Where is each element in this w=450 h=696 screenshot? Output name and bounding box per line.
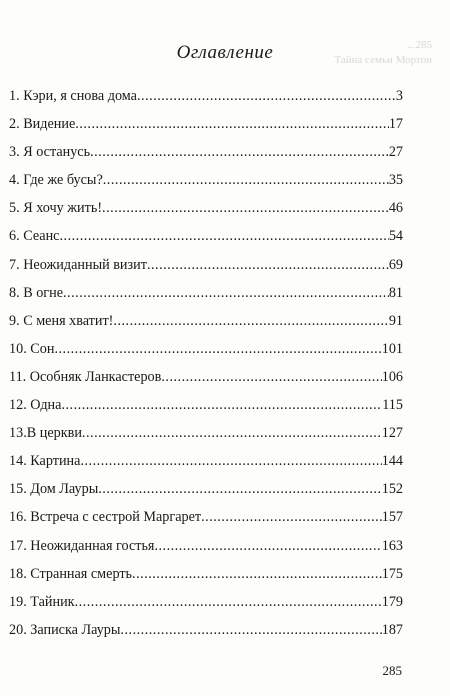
toc-entry-title: 6. Сеанс	[9, 228, 60, 245]
toc-entry	[9, 397, 403, 425]
toc-entry-page: 127	[381, 425, 403, 442]
page-number: 285	[382, 663, 402, 678]
toc-entry-page: 101	[381, 340, 403, 357]
toc-entry-title: 4. Где же бусы?	[9, 172, 103, 189]
toc-leader-dots	[61, 397, 382, 414]
toc-leader-dots	[201, 509, 382, 526]
toc-entry-page: 175	[381, 565, 403, 582]
toc-entry	[9, 425, 403, 453]
toc-entry	[9, 594, 403, 622]
toc-entry-title: 13.В церкви	[9, 425, 82, 442]
toc-entry-page: 27	[388, 144, 403, 161]
toc-entry-title: 15. Дом Лауры	[9, 481, 99, 498]
toc-entry-title: 3. Я останусь	[9, 144, 91, 161]
toc-entry	[9, 538, 403, 566]
toc-entry-page: 144	[381, 453, 403, 470]
toc-entry-page: 179	[381, 593, 403, 610]
toc-entry-title: 7. Неожиданный визит	[9, 256, 147, 273]
toc-entry-page: 106	[381, 368, 403, 385]
toc-entry-title: 16. Встреча с сестрой Маргарет	[9, 509, 202, 526]
toc-entry-page: 187	[381, 621, 403, 638]
toc-entry-page: 91	[388, 312, 403, 329]
toc-entry-title: 18. Странная смерть	[9, 565, 133, 582]
toc-entry	[9, 285, 403, 313]
toc-entry-title: 5. Я хочу жить!	[9, 200, 103, 217]
toc-entry	[9, 200, 403, 228]
toc-leader-dots	[102, 200, 389, 217]
toc-entry	[9, 144, 403, 172]
toc-entry-page: 69	[388, 256, 403, 273]
toc-leader-dots	[98, 481, 381, 498]
toc-leader-dots	[59, 228, 388, 245]
toc-entry-title: 14. Картина	[9, 453, 81, 470]
toc-entry	[9, 369, 403, 397]
toc-entry-title: 8. В огне	[9, 284, 63, 301]
toc-entry	[9, 622, 403, 650]
toc-entry-title: 9. С меня хватит!	[9, 312, 114, 329]
toc-entry	[9, 313, 403, 341]
toc-leader-dots	[137, 88, 396, 105]
toc-leader-dots	[75, 116, 389, 133]
toc-leader-dots	[80, 453, 381, 470]
toc-entry-title: 17. Неожиданная гостья	[9, 537, 155, 554]
toc-leader-dots	[113, 313, 388, 330]
toc-entry-page: 46	[388, 200, 403, 217]
toc-entry-title: 12. Одна	[9, 397, 62, 414]
toc-leader-dots	[147, 257, 389, 274]
toc-entry-page: 163	[381, 537, 403, 554]
toc-leader-dots	[90, 144, 389, 161]
bleed-through-line: ...285	[407, 39, 432, 51]
toc-entry	[9, 257, 403, 285]
toc-entry-title: 11. Особняк Ланкастеров	[9, 368, 162, 385]
toc-entry-title: 20. Записка Лауры	[9, 621, 121, 638]
toc-entry-page: 81	[388, 284, 403, 301]
toc-leader-dots	[82, 425, 382, 442]
toc-leader-dots	[154, 538, 381, 555]
toc-entry	[9, 481, 403, 509]
toc-entry-title: 1. Кэри, я снова дома	[9, 88, 137, 104]
toc-entry	[9, 566, 403, 594]
toc-entry	[9, 172, 403, 200]
toc-entry-title: 19. Тайник	[9, 593, 75, 610]
toc-entry-page: 152	[381, 481, 403, 498]
toc-entry	[9, 509, 403, 537]
bleed-through-line: Тайна семьи Мортон	[334, 54, 432, 67]
toc-leader-dots	[103, 172, 389, 189]
toc-entry-page: 3	[395, 88, 403, 104]
table-of-contents	[9, 88, 403, 650]
toc-leader-dots	[63, 285, 389, 302]
toc-entry	[9, 88, 403, 116]
toc-entry	[9, 453, 403, 481]
toc-leader-dots	[120, 622, 381, 639]
toc-leader-dots	[161, 369, 381, 386]
toc-leader-dots	[54, 341, 381, 358]
toc-entry	[9, 341, 403, 369]
toc-entry-page: 17	[388, 116, 403, 133]
toc-entry-page: 157	[381, 509, 403, 526]
toc-entry	[9, 228, 403, 256]
toc-entry-title: 2. Видение	[9, 116, 76, 133]
toc-entry-page: 115	[382, 397, 403, 414]
page-title: Оглавление	[176, 42, 274, 63]
toc-entry-page: 54	[388, 228, 403, 245]
toc-leader-dots	[75, 594, 382, 611]
toc-leader-dots	[132, 566, 382, 583]
toc-entry-page: 35	[388, 172, 403, 189]
toc-entry	[9, 116, 403, 144]
toc-entry-title: 10. Сон	[9, 340, 55, 357]
